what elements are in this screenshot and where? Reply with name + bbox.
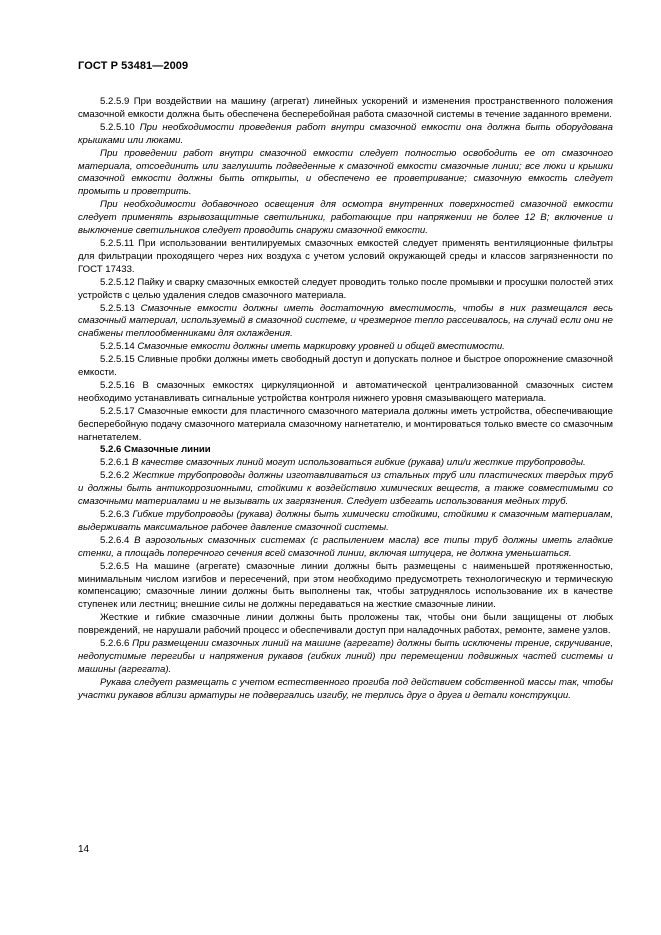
clause-number: 5.2.5.15: [100, 354, 135, 366]
paragraph: [78, 277, 613, 303]
clause-number: 5.2.5.13: [100, 302, 135, 314]
paragraph: [78, 148, 613, 200]
paragraph-text: При необходимости добавочного освещения для осмотра внутренних поверхностей смазочной емкости следует применять взрывозащитные светильники, работающие при напряжении не более 12 В; включение и выключение светильников следует проводить снаружи смазочной емкости.: [78, 199, 613, 237]
paragraph-text: В качестве смазочных линий могут использоваться гибкие (рукава) или/и жесткие трубопроводы.: [132, 457, 586, 469]
paragraph: [78, 406, 613, 445]
paragraph: [78, 354, 613, 380]
clause-number: 5.2.5.17: [100, 405, 135, 417]
paragraph: [78, 470, 613, 509]
paragraph: [78, 444, 613, 457]
paragraph: [78, 509, 613, 535]
clause-number: 5.2.6.3: [100, 509, 130, 520]
paragraph-text: Смазочные емкости должны иметь маркировку уровней и общей вместимости.: [137, 341, 505, 353]
page-header-standard-id: ГОСТ Р 53481—2009: [78, 60, 189, 72]
paragraph: [78, 677, 613, 703]
paragraph: [78, 535, 613, 561]
paragraph: [78, 612, 613, 638]
paragraph-text: Рукава следует размещать с учетом естественного прогиба под действием собственной массы так, чтобы участки рукавов вблизи арматуры не подвергались изгибу, не терлись друг о друга и детали конструкции.: [78, 676, 613, 701]
paragraph-text: При воздействии на машину (агрегат) линейных ускорений и изменения пространственного положения смазочной емкости должна быть обеспечена бесперебойная работа смазочной системы в течение заданного времени.: [78, 96, 614, 120]
clause-number: 5.2.6: [100, 444, 122, 456]
clause-number: 5.2.6.1: [100, 457, 130, 469]
paragraph-text: Жесткие трубопроводы должны изготавливаться из стальных труб или пластических твердых труб и должны быть антикоррозионными, стойкими к воздействию химических веществ, а также совместимыми со смазочными материалами и не вызывать их загрязнения. Следует избегать использования медных труб.: [78, 470, 613, 508]
paragraph: [78, 96, 613, 122]
paragraph-text: Пайку и сварку смазочных емкостей следует проводить только после промывки и просушки полостей этих устройств с целью удаления следов смазочного материала.: [78, 276, 614, 301]
paragraph-text: В смазочных емкостях циркуляционной и автоматической централизованной смазочных систем необходимо устанавливать сигнальные устройства контроля нижнего уровня смазывающего материала.: [78, 379, 613, 404]
paragraph: [78, 122, 613, 148]
paragraph: [78, 457, 613, 470]
paragraph-text: При проведении работ внутри смазочной емкости следует полностью освободить ее от смазочного материала, отсоединить или заглушить подведенные к смазочной емкости смазочные линии; все люки и крышки смазочной емкости должны быть открыты, и обеспечено ее проветривание; смазочную емкость следует промыть и проветрить.: [78, 147, 613, 198]
paragraph: [78, 561, 613, 613]
clause-number: 5.2.5.11: [100, 237, 134, 249]
clause-number: 5.2.6.2: [100, 470, 130, 482]
clause-number: 5.2.5.12: [100, 276, 135, 288]
clause-number: 5.2.6.6: [100, 638, 130, 650]
paragraph-text: Смазочные емкости должны иметь достаточную вместимость, чтобы в них размещался весь смазочный материал, используемый в смазочной системе, и чрезмерное тепло рассеивалось, на случай если они не снабжены теплообменниками для охлаждения.: [78, 302, 614, 340]
clause-number: 5.2.5.14: [100, 341, 135, 353]
clause-number: 5.2.5.10: [100, 121, 135, 133]
paragraph: [78, 238, 613, 277]
page-number: 14: [78, 844, 90, 855]
paragraph: [78, 638, 613, 677]
paragraph-text: Жесткие и гибкие смазочные линии должны быть проложены так, чтобы они были защищены от любых повреждений, не нарушали рабочий процесс и обеспечивали доступ при наладочных работах, ремонте, замене узлов.: [78, 612, 613, 637]
paragraph: [78, 380, 613, 406]
clause-number: 5.2.6.5: [100, 560, 130, 572]
clause-number: 5.2.6.4: [100, 534, 130, 546]
paragraph-text: При размещении смазочных линий на машине (агрегате) должны быть исключены трение, скручивание, недопустимые перегибы и напряжения рукавов (гибких линий) при перемещении подвижных частей системы и машины (агрегата).: [78, 638, 613, 675]
paragraph-text: Смазочные емкости для пластичного смазочного материала должны иметь устройства, обеспечивающие бесперебойную подачу смазочного материала смазочному нагнетателю, и монтироваться только вместе со смазочным нагнетателем.: [78, 405, 613, 443]
section-heading: Смазочные линии: [124, 444, 211, 456]
paragraph: [78, 303, 613, 342]
paragraph-text: В аэрозольных смазочных системах (с распылением масла) все типы труб должны иметь гладкие стенки, а площадь поперечного сечения всей смазочной линии, включая штуцера, не должна уменьшаться.: [78, 534, 613, 559]
paragraph-text: На машине (агрегате) смазочные линии должны быть размещены с наименьшей протяженностью, минимальным числом изгибов и пересечений, при этом необходимо предусмотреть технологическую и термическую компенсацию; смазочные линии должны быть выполнены так, чтобы затруднялось использование их в качестве ступенек или лестниц; внешние силы не должны передаваться на жесткие смазочные линии.: [78, 560, 613, 611]
paragraph: [78, 341, 613, 354]
clause-number: 5.2.5.9: [100, 96, 130, 107]
paragraph-text: Сливные пробки должны иметь свободный доступ и допускать полное и быстрое опорожнение смазочной емкости.: [78, 354, 613, 379]
paragraph-text: При необходимости проведения работ внутри смазочной емкости она должна быть оборудована крышками или люками.: [78, 121, 613, 146]
document-body: [78, 96, 613, 703]
clause-number: 5.2.5.16: [100, 379, 135, 391]
paragraph-text: Гибкие трубопроводы (рукава) должны быть химически стойкими, стойкими к смазочным материалам, выдерживать максимальное рабочее давление смазочной системы.: [78, 509, 614, 533]
paragraph-text: При использовании вентилируемых смазочных емкостей следует применять вентиляционные фильтры для фильтрации проходящего через них воздуха с учетом условий окружающей среды и классов загрязненности по ГОСТ 17433.: [78, 237, 613, 275]
paragraph: [78, 199, 613, 238]
